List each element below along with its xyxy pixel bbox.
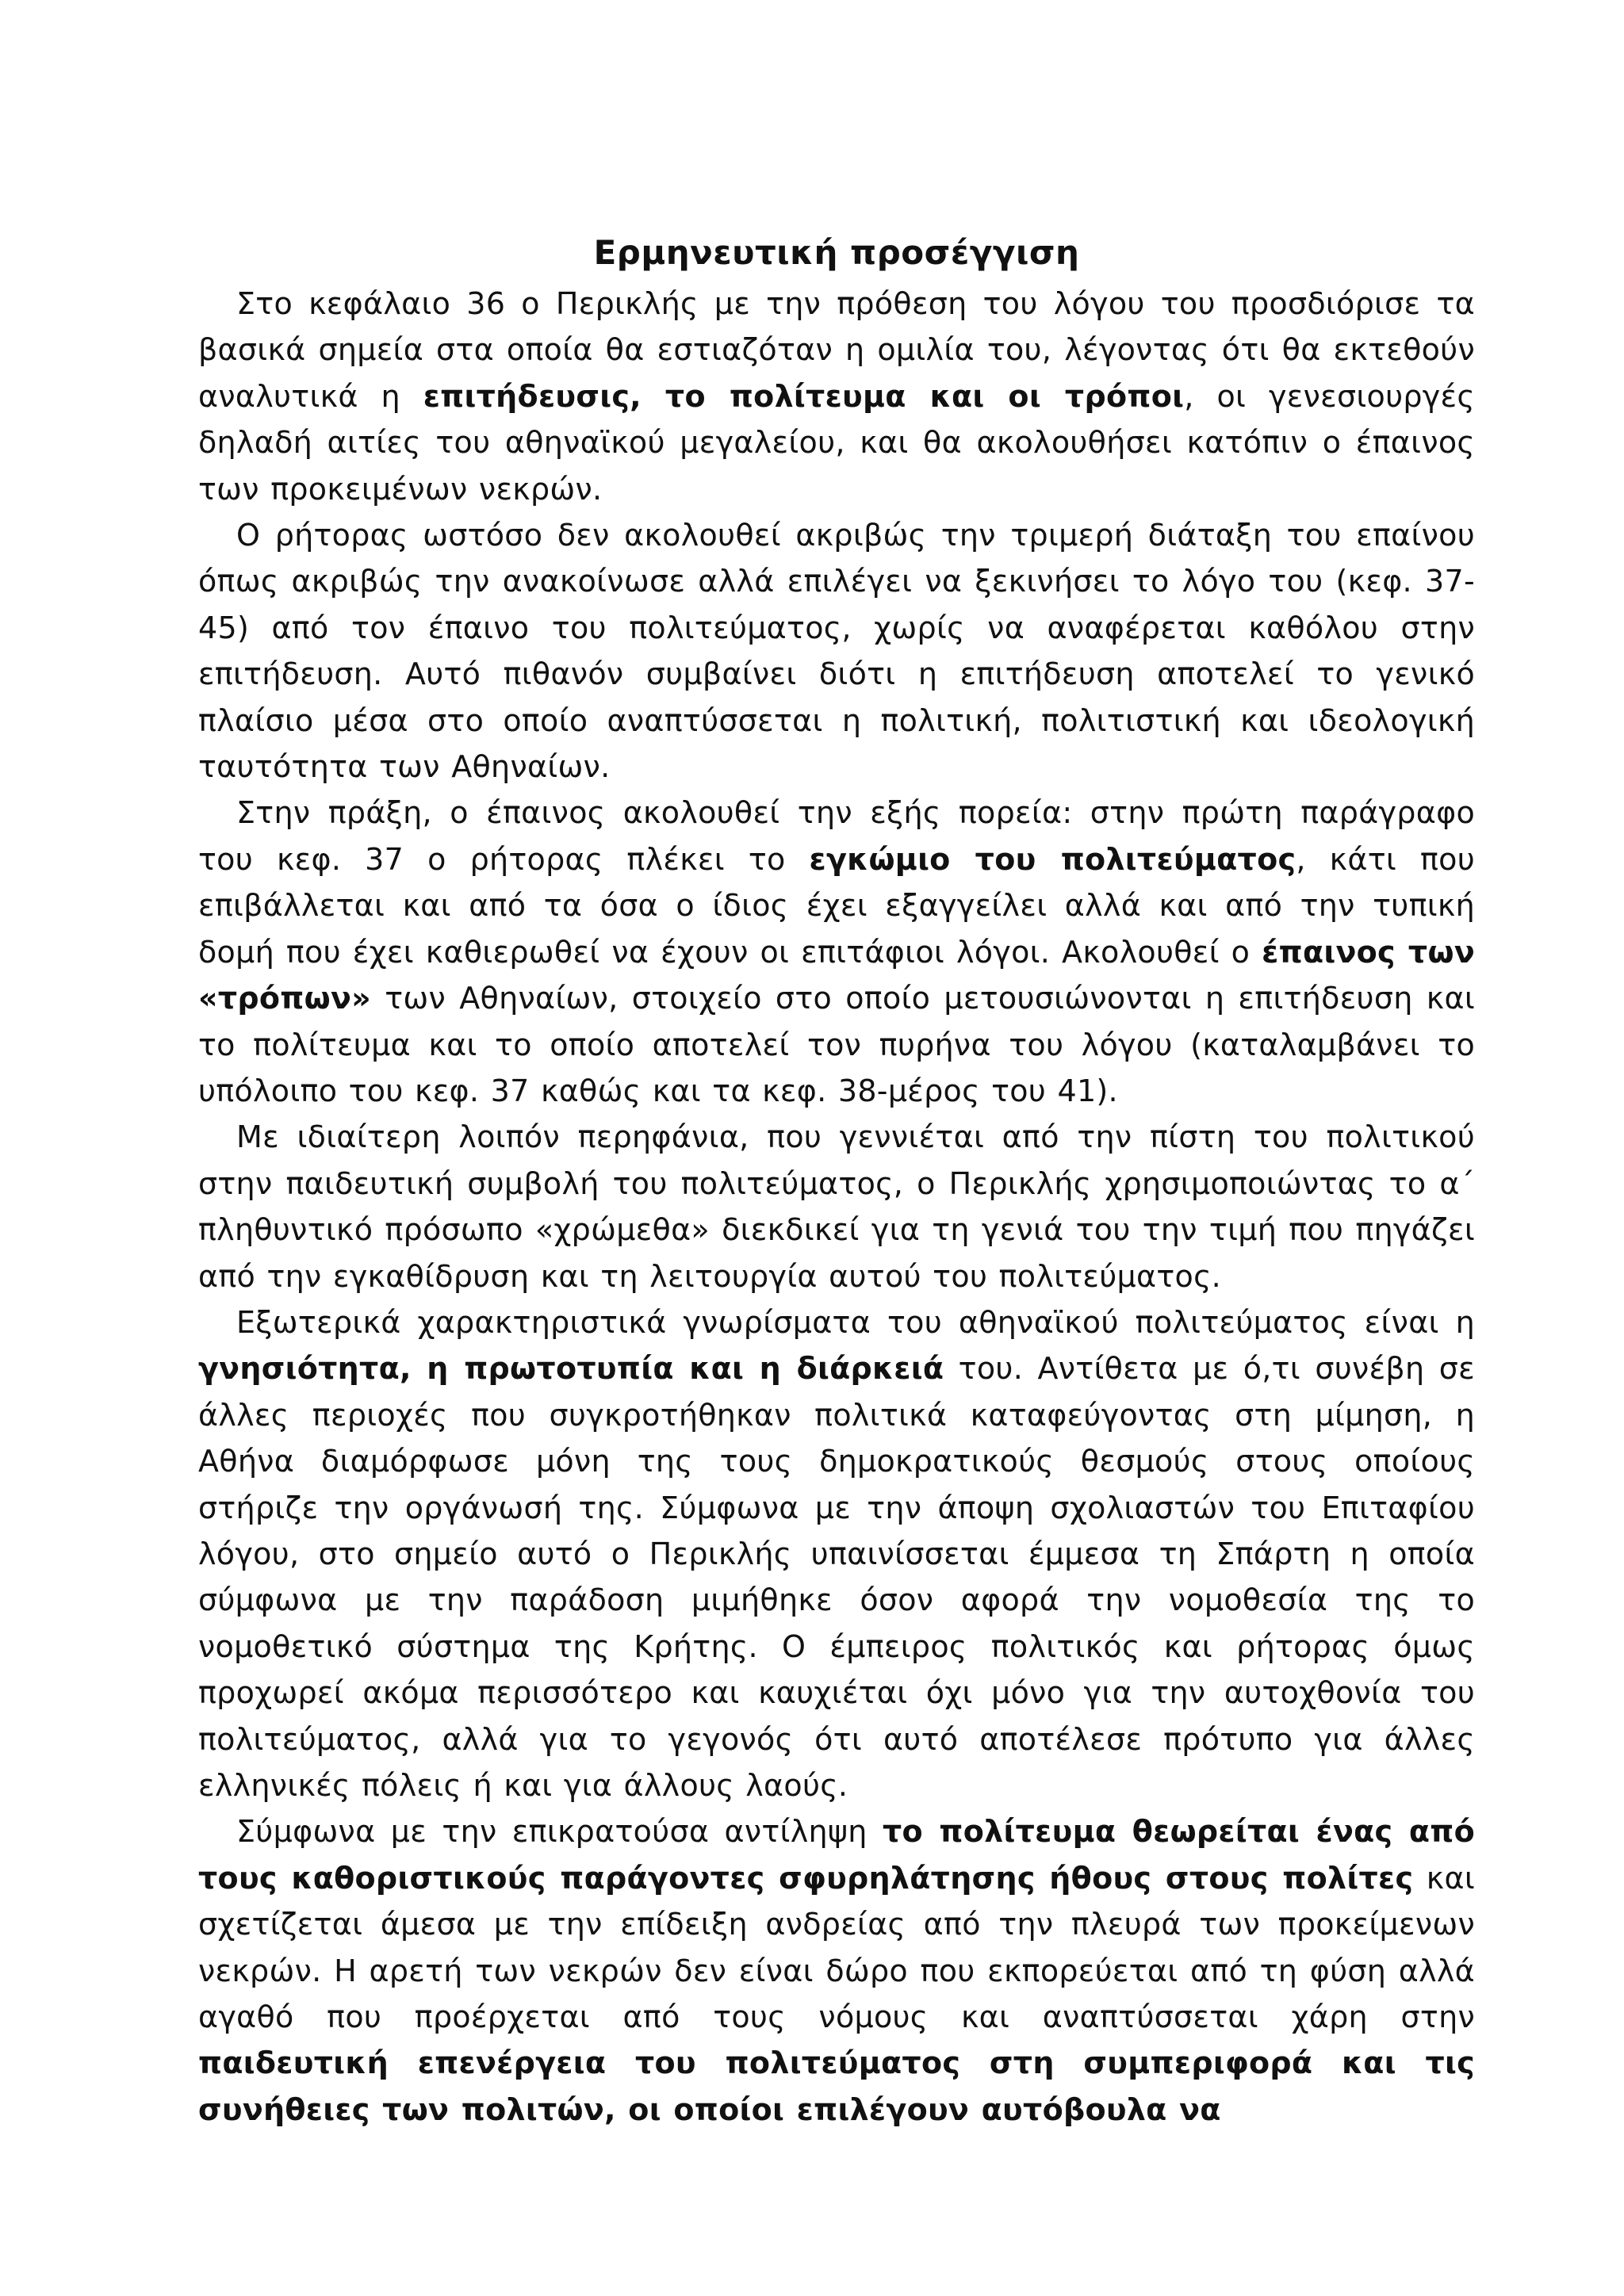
paragraph-text: Στο κεφάλαιο 36 ο Περικλής με την πρόθεση του λόγου του προσδιόρισε τα βασικά σημεία στα οποία θα εστιαζόταν η ομιλία του, λέγοντας ότι θα εκτεθούν αναλυτικά η xyxy=(198,286,1475,414)
paragraph-text: Ο ρήτορας ωστόσο δεν ακολουθεί ακριβώς την τριμερή διάταξη του επαίνου όπως ακριβώς την ανακοίνωσε αλλά επιλέγει να ξεκινήσει το λόγο του (κεφ. 37-45) από τον έπαινο του πολιτεύματος, χωρίς να αναφέρεται καθόλου στην επιτήδευση. Αυτό πιθανόν συμβαίνει διότι η επιτήδευση αποτελεί το γενικό πλαίσιο μέσα στο οποίο αναπτύσσεται η πολιτική, πολιτιστική και ιδεολογική ταυτότητα των Αθηναίων. xyxy=(198,518,1475,785)
paragraph xyxy=(198,1114,1475,1299)
paragraph-text: και σχετίζεται άμεσα με την επίδειξη ανδρείας από την πλευρά των προκείμενων νεκρών. Η αρετή των νεκρών δεν είναι δώρο που εκπορεύεται από τη φύση αλλά αγαθό που προέρχεται από τους νόμους και αναπτύσσεται χάρη στην xyxy=(198,1860,1475,2035)
bold-phrase: γνησιότητα, η πρωτοτυπία και η διάρκειά xyxy=(198,1351,944,1387)
paragraph xyxy=(198,790,1475,1114)
paragraph xyxy=(198,281,1475,512)
paragraph-text: Σύμφωνα με την επικρατούσα αντίληψη xyxy=(236,1814,883,1850)
paragraph-text: Εξωτερικά χαρακτηριστικά γνωρίσματα του αθηναϊκού πολιτεύματος είναι η xyxy=(236,1304,1475,1340)
paragraph-text: Με ιδιαίτερη λοιπόν περηφάνια, που γεννιέται από την πίστη του πολιτικού στην παιδευτική συμβολή του πολιτεύματος, ο Περικλής χρησιμοποιώντας το α΄ πληθυντικό πρόσωπο «χρώμεθα» διεκδικεί για τη γενιά του την τιμή που πηγάζει από την εγκαθίδρυση και τη λειτουργία αυτού του πολιτεύματος. xyxy=(198,1119,1475,1294)
page-title: Ερμηνευτική προσέγγιση xyxy=(593,233,1080,272)
paragraph-text: , κάτι που επιβάλλεται και από τα όσα ο ίδιος έχει εξαγγείλει αλλά και από την τυπική δομή που έχει καθιερωθεί να έχουν οι επιτάφιοι λόγοι. Ακολουθεί ο xyxy=(198,841,1475,970)
paragraph-text: , οι γενεσιουργές δηλαδή αιτίες του αθηναϊκού μεγαλείου, και θα ακολουθήσει κατόπιν ο έπαινος των προκειμένων νεκρών. xyxy=(198,378,1476,507)
paragraph xyxy=(198,512,1475,790)
document-page xyxy=(198,228,1475,2133)
bold-phrase: εγκώμιο του πολιτεύματος xyxy=(809,841,1297,877)
paragraph-text: του. Αντίθετα με ό,τι συνέβη σε άλλες περιοχές που συγκροτήθηκαν πολιτικά καταφεύγοντας στη μίμηση, η Αθήνα διαμόρφωσε μόνη της τους δημοκρατικούς θεσμούς στους οποίους στήριζε την οργάνωσή της. Σύμφωνα με την άποψη σχολιαστών του Επιταφίου λόγου, στο σημείο αυτό ο Περικλής υπαινίσσεται έμμεσα τη Σπάρτη η οποία σύμφωνα με την παράδοση μιμήθηκε όσον αφορά την νομοθεσία της το νομοθετικό σύστημα της Κρήτης. Ο έμπειρος πολιτικός και ρήτορας όμως προχωρεί ακόμα περισσότερο και καυχιέται όχι μόνο για την αυτοχθονία του πολιτεύματος, αλλά για το γεγονός ότι αυτό αποτέλεσε πρότυπο για άλλες ελληνικές πόλεις ή και για άλλους λαούς. xyxy=(198,1351,1475,1803)
paragraph-text: Στην πράξη, ο έπαινος ακολουθεί την εξής πορεία: στην πρώτη παράγραφο του κεφ. 37 ο ρήτορας πλέκει το xyxy=(198,795,1475,877)
bold-phrase: το πολίτευμα θεωρείται ένας από τους καθοριστικούς παράγοντες σφυρηλάτησης ήθους στους πολίτες xyxy=(198,1814,1476,1896)
paragraph xyxy=(198,1299,1475,1808)
bold-phrase: παιδευτική επενέργεια του πολιτεύματος στη συμπεριφορά και τις συνήθειες των πολιτών, οι οποίοι επιλέγουν αυτόβουλα να xyxy=(198,2045,1475,2127)
bold-phrase: έπαινος των «τρόπων» xyxy=(198,934,1475,1016)
bold-phrase: επιτήδευσις, το πολίτευμα και οι τρόποι xyxy=(423,378,1185,414)
paragraph xyxy=(198,1808,1475,2133)
paragraph-text: των Αθηναίων, στοιχείο στο οποίο μετουσιώνονται η επιτήδευση και το πολίτευμα και το οποίο αποτελεί τον πυρήνα του λόγου (καταλαμβάνει το υπόλοιπο του κεφ. 37 καθώς και τα κεφ. 38-μέρος του 41). xyxy=(198,981,1475,1108)
